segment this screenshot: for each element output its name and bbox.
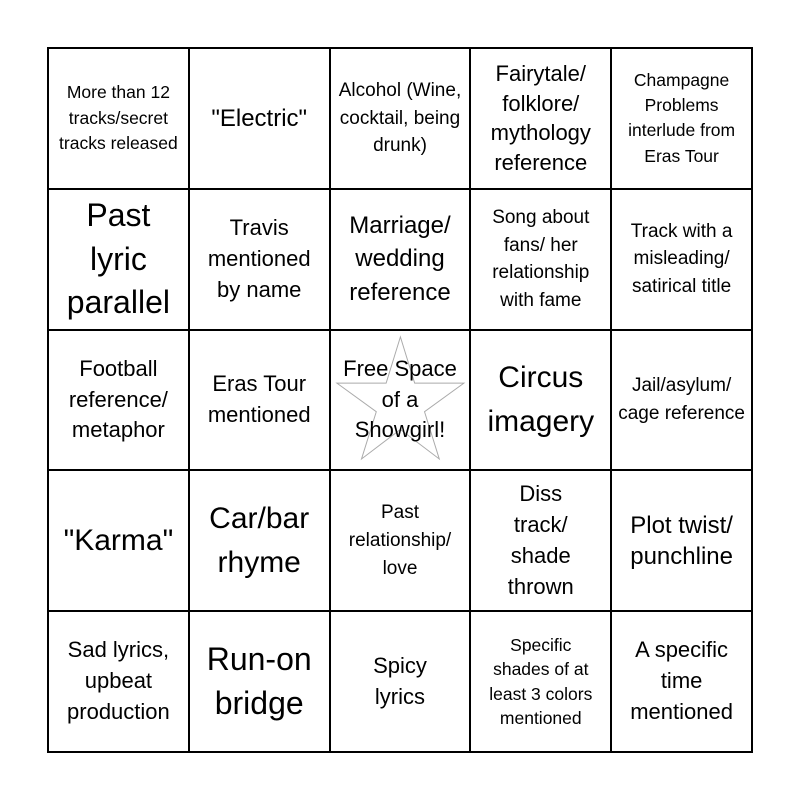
bingo-cell[interactable]: [470, 470, 611, 611]
cell-text: Past relationship/ love: [348, 502, 452, 579]
bingo-cell[interactable]: [48, 470, 189, 611]
cell-text: Run-on bridge: [206, 641, 312, 721]
cell-text: Sad lyrics, upbeat production: [67, 637, 170, 724]
cell-text: Eras Tour mentioned: [207, 371, 311, 427]
cell-text: "Electric": [211, 104, 308, 132]
bingo-cell[interactable]: [48, 330, 189, 471]
bingo-cell[interactable]: [470, 189, 611, 330]
cell-text: Diss track/ shade thrown: [507, 481, 574, 599]
free-space-cell[interactable]: [330, 330, 471, 471]
cell-text: Free Space of a Showgirl!: [343, 355, 457, 443]
cell-text: Spicy lyrics: [373, 652, 427, 709]
bingo-cell[interactable]: [189, 189, 330, 330]
bingo-cell[interactable]: [189, 48, 330, 189]
bingo-cell[interactable]: [189, 330, 330, 471]
cell-text: "Karma": [63, 524, 174, 558]
bingo-cell[interactable]: [611, 189, 752, 330]
bingo-cell[interactable]: [48, 48, 189, 189]
bingo-cell[interactable]: [611, 470, 752, 611]
cell-text: Track with a misleading/ satirical title: [630, 220, 733, 297]
bingo-cell[interactable]: [330, 189, 471, 330]
bingo-cell[interactable]: [611, 611, 752, 752]
bingo-cell[interactable]: [330, 48, 471, 189]
cell-text: Marriage/ wedding reference: [349, 211, 451, 306]
cell-text: Plot twist/ punchline: [630, 511, 733, 570]
bingo-cell[interactable]: [189, 470, 330, 611]
cell-text: Football reference/ metaphor: [68, 355, 168, 443]
bingo-cell[interactable]: [470, 611, 611, 752]
cell-text: Past lyric parallel: [66, 197, 170, 320]
cell-text: Jail/asylum/ cage reference: [618, 375, 745, 424]
bingo-cell[interactable]: [611, 48, 752, 189]
bingo-cell[interactable]: [611, 330, 752, 471]
bingo-cell[interactable]: [48, 189, 189, 330]
bingo-board: [47, 47, 753, 753]
cell-text: A specific time mentioned: [630, 637, 733, 724]
bingo-cell[interactable]: [330, 611, 471, 752]
cell-text: Champagne Problems interlude from Eras Tour: [628, 69, 736, 166]
bingo-cell[interactable]: [330, 470, 471, 611]
bingo-cell[interactable]: [189, 611, 330, 752]
cell-text: More than 12 tracks/secret tracks released: [59, 82, 178, 154]
cell-text: Car/bar rhyme: [209, 502, 310, 579]
bingo-cell[interactable]: [48, 611, 189, 752]
cell-text: Alcohol (Wine, cocktail, being drunk): [338, 80, 462, 157]
cell-text: Travis mentioned by name: [207, 215, 311, 302]
cell-text: Fairytale/ folklore/ mythology reference: [490, 61, 591, 176]
cell-text: Circus imagery: [487, 361, 595, 438]
cell-text: Song about fans/ her relationship with fame: [492, 207, 590, 311]
cell-text: Specific shades of at least 3 colors mentioned: [489, 634, 593, 729]
bingo-cell[interactable]: [470, 330, 611, 471]
bingo-cell[interactable]: [470, 48, 611, 189]
